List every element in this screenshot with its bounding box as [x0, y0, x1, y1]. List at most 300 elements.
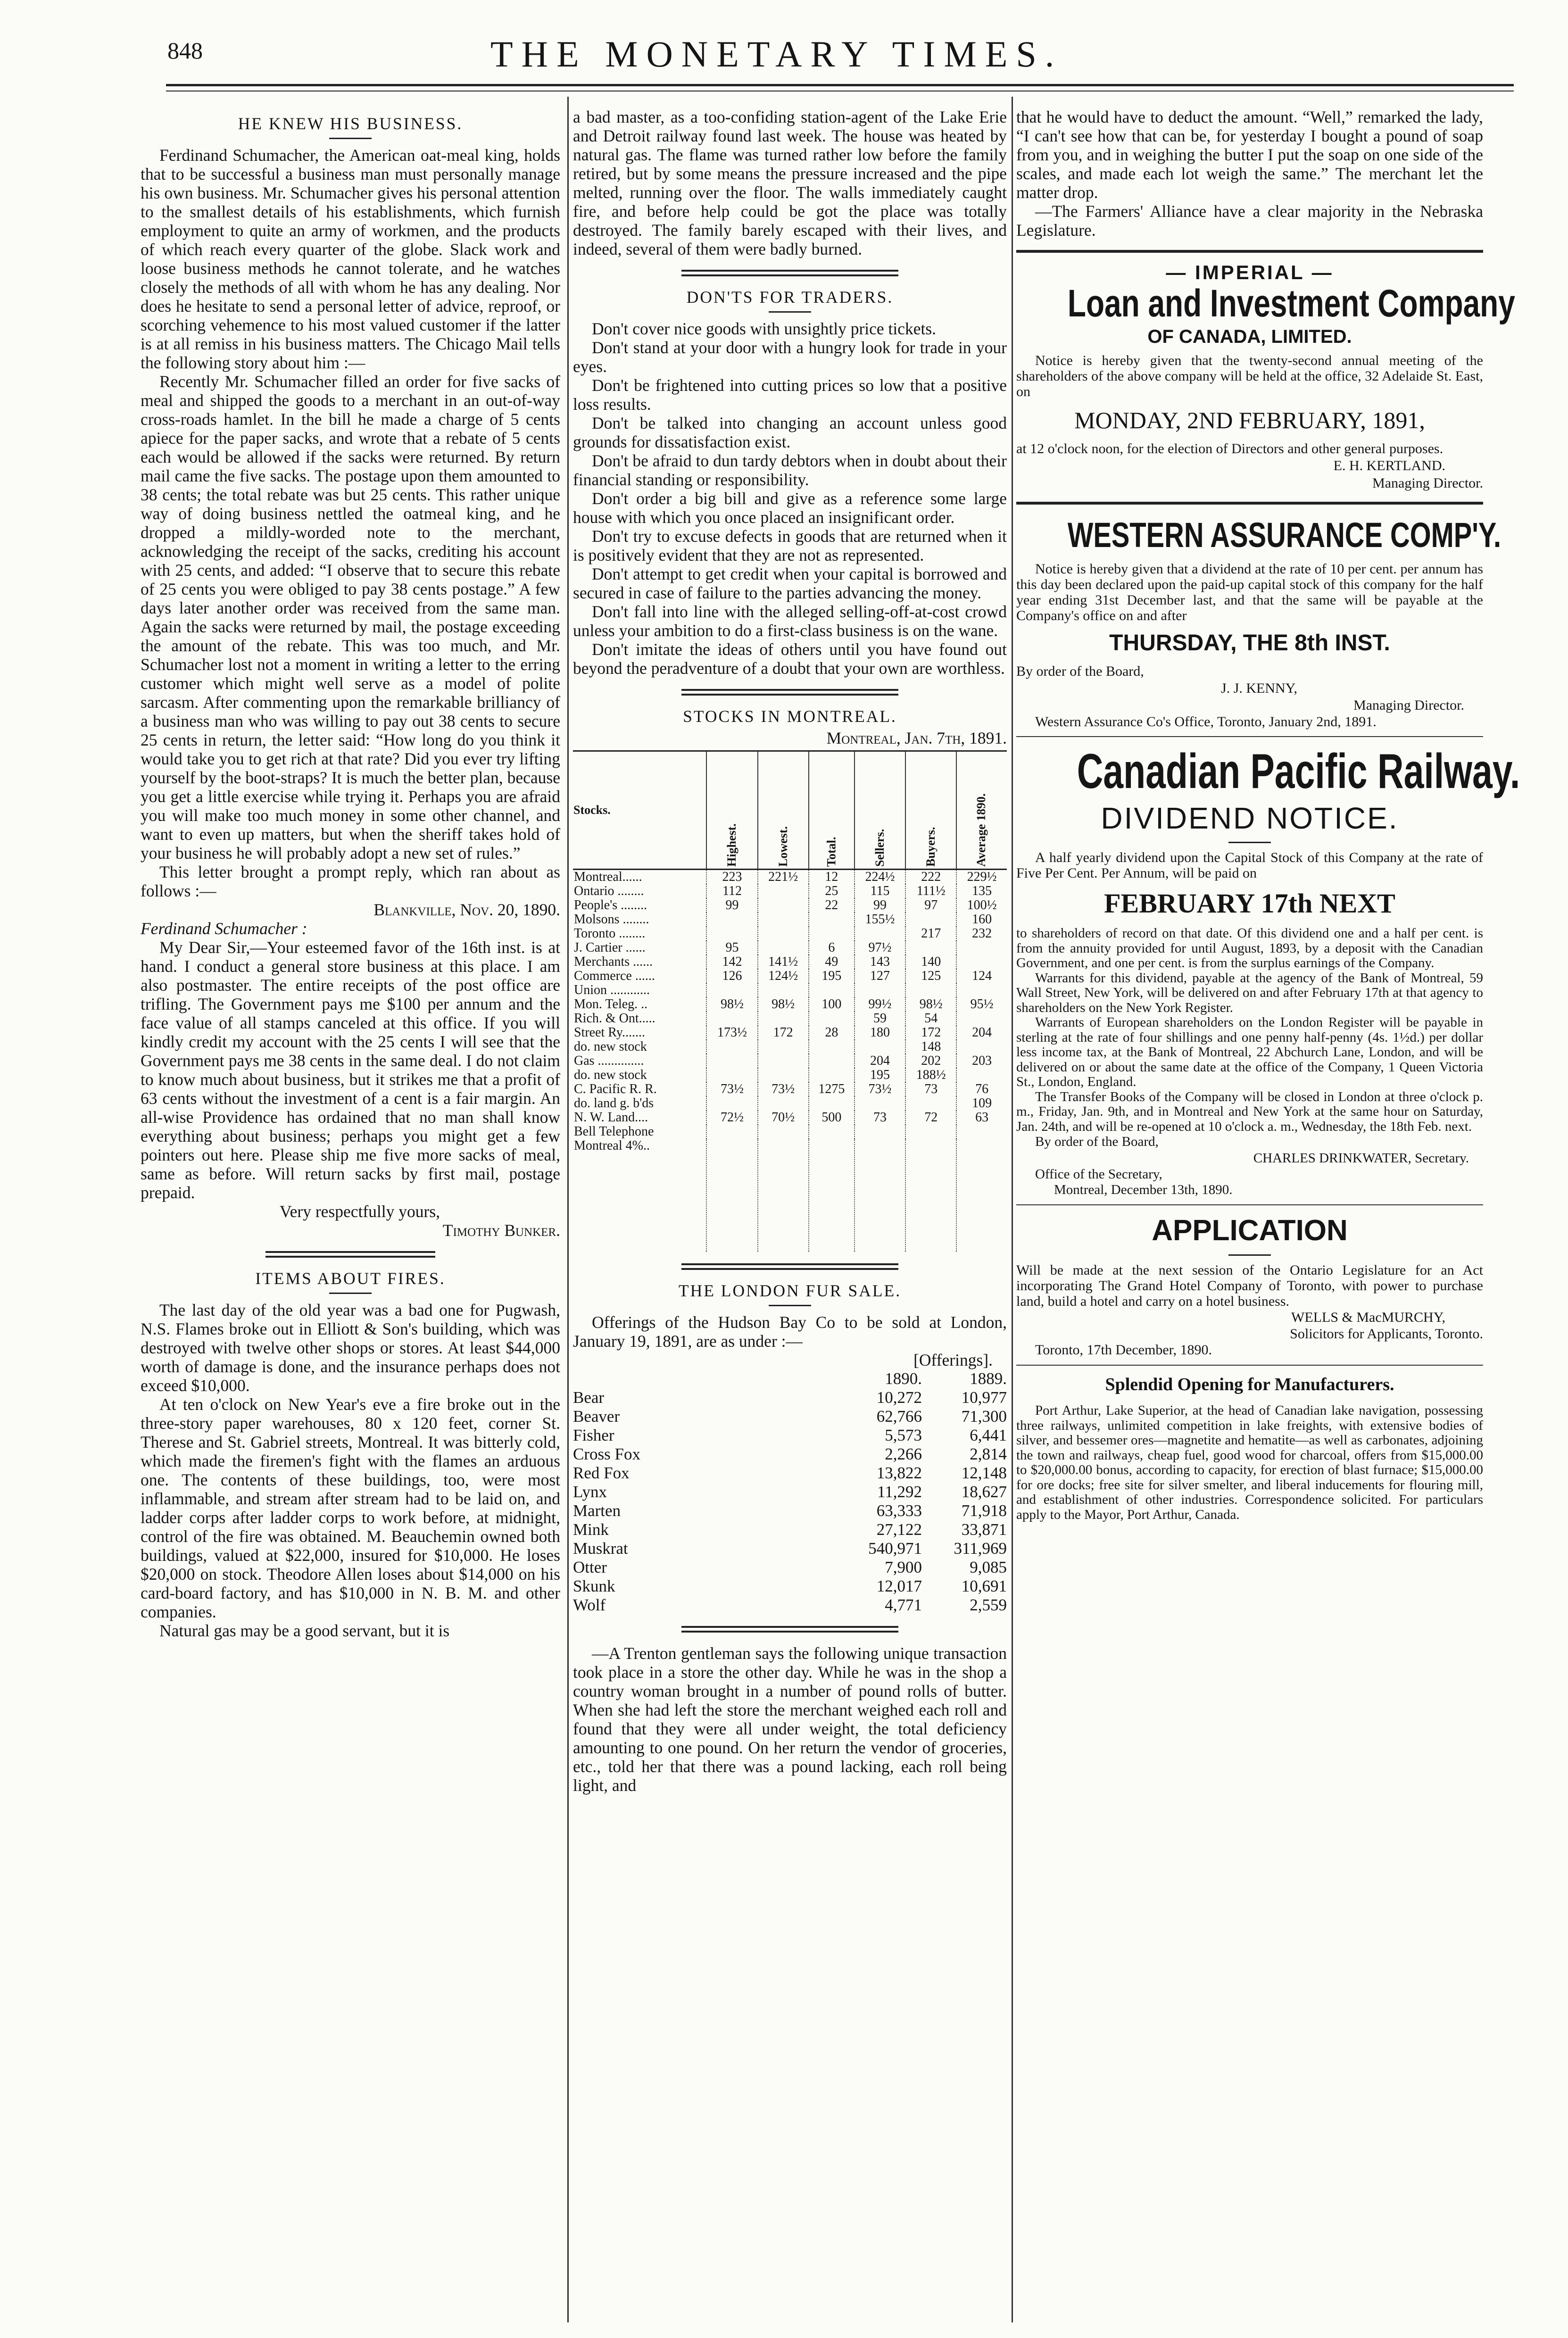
fur-count: 2,266 — [885, 1445, 922, 1463]
dont-item: Don't be afraid to dun tardy debtors when in doubt about their financial standing or responsibility. — [573, 451, 1007, 489]
fur-count: 11,292 — [877, 1483, 922, 1501]
fur-name: Lynx — [573, 1483, 607, 1501]
stock-name: do. new stock — [574, 1039, 647, 1054]
stock-value — [956, 1068, 1007, 1082]
imperial-name: Loan and Investment Company — [1067, 282, 1515, 325]
fur-name: Fisher — [573, 1426, 614, 1444]
title-rule — [329, 138, 372, 139]
cpr-body: A half yearly dividend upon the Capital Stock of this Company at the rate of Five Per Cent. Per Annum, will be paid on — [1016, 850, 1483, 881]
stocks-row — [573, 1125, 1007, 1139]
fur-count: 10,691 — [961, 1577, 1007, 1595]
fur-count: 2,559 — [970, 1596, 1007, 1614]
imperial-body: Notice is hereby given that the twenty-second annual meeting of the shareholders of the above company will be held at the office, 32 Adelaide St. East, on — [1016, 353, 1483, 399]
imperial-role: Managing Director. — [1372, 475, 1483, 491]
stock-value: 124 — [956, 969, 1007, 983]
year-label: 1890. — [885, 1369, 922, 1388]
fur-count: 311,969 — [954, 1539, 1007, 1558]
column-2 — [573, 108, 1007, 1795]
stock-name: C. Pacific R. R. — [574, 1082, 657, 1096]
cpr-ad — [1016, 744, 1520, 1198]
stock-value — [758, 1068, 809, 1082]
stock-value: 126 — [706, 969, 757, 983]
fur-count: 71,918 — [961, 1501, 1007, 1520]
stock-value: 217 — [905, 927, 956, 941]
stock-value: 6 — [809, 941, 855, 955]
fur-count: 13,822 — [876, 1464, 922, 1482]
cpr-order: By order of the Board, — [1035, 1134, 1159, 1149]
imperial-sub: OF CANADA, LIMITED. — [1147, 326, 1352, 347]
stock-value: 97 — [905, 898, 956, 912]
stock-value — [809, 1054, 855, 1068]
stock-name: Ontario ........ — [574, 884, 644, 898]
fur-table — [573, 1369, 1007, 1615]
stocks-row — [573, 969, 1007, 983]
stock-value — [809, 1040, 855, 1054]
fur-count: 71,300 — [961, 1407, 1007, 1426]
fur-column-header: [Offerings]. — [913, 1351, 993, 1369]
letter-signature: Timothy Bunker. — [442, 1221, 560, 1240]
ad-divider — [1016, 1365, 1483, 1366]
stock-value: 202 — [905, 1054, 956, 1068]
stock-value — [758, 1054, 809, 1068]
page-number: 848 — [167, 37, 203, 64]
fur-count: 4,771 — [885, 1596, 922, 1614]
stock-value: 95½ — [956, 997, 1007, 1011]
stock-value: 98½ — [706, 997, 757, 1011]
stock-value: 195 — [809, 969, 855, 983]
stocks-row — [573, 997, 1007, 1011]
stocks-row — [573, 1011, 1007, 1026]
application-body: Will be made at the next session of the Ontario Legislature for an Act incorporating The Grand Hotel Company of Toronto, with power to purchase land, build a hotel and carry on a hotel business. — [1016, 1262, 1483, 1309]
western-signer: J. J. KENNY, — [1221, 680, 1297, 696]
stock-value: 1275 — [809, 1082, 855, 1096]
stock-value: 124½ — [758, 969, 809, 983]
stock-value: 25 — [809, 884, 855, 898]
stock-value: 22 — [809, 898, 855, 912]
stocks-dateline: Montreal, Jan. 7th, 1891. — [826, 729, 1007, 747]
western-date: THURSDAY, THE 8th INST. — [1109, 630, 1390, 655]
dont-item: Don't order a big bill and give as a reference some large house with which you once placed an insignificant order. — [573, 489, 1007, 527]
stock-value: 188½ — [905, 1068, 956, 1082]
opening-title: Splendid Opening for Manufacturers. — [1105, 1375, 1394, 1394]
stocks-column-header: Total. — [809, 751, 855, 870]
title-rule — [1228, 842, 1271, 843]
fur-row — [573, 1388, 1007, 1407]
article-paragraph: The last day of the old year was a bad one for Pugwash, N.S. Flames broke out in Elliott & Son's building, which was destroyed with twelve other shops or stores. At least $44,000 worth of damage is done, and the insurance perhaps does not exceed $10,000. — [141, 1301, 560, 1395]
stock-value — [855, 1096, 905, 1111]
stock-value: 73 — [905, 1082, 956, 1096]
western-role: Managing Director. — [1353, 697, 1464, 713]
donts-list — [573, 319, 1007, 678]
column-divider-2 — [1012, 97, 1013, 2322]
stocks-header-row — [573, 751, 1007, 870]
stock-value — [956, 1125, 1007, 1139]
fur-count: 10,977 — [961, 1388, 1007, 1407]
fur-name: Bear — [573, 1388, 605, 1407]
stock-value: 173½ — [706, 1026, 757, 1040]
stock-value: 99 — [706, 898, 757, 912]
stock-value: 98½ — [758, 997, 809, 1011]
stock-value — [758, 884, 809, 898]
stock-value: 109 — [956, 1096, 1007, 1111]
stock-value — [905, 1139, 956, 1252]
stock-value — [956, 955, 1007, 969]
fur-count: 2,814 — [970, 1445, 1007, 1463]
stock-value: 70½ — [758, 1111, 809, 1125]
stock-value: 100½ — [956, 898, 1007, 912]
fur-row — [573, 1577, 1007, 1596]
stock-value: 72½ — [706, 1111, 757, 1125]
cpr-notice: DIVIDEND NOTICE. — [1101, 801, 1399, 835]
stock-value — [855, 1125, 905, 1139]
stock-value: 112 — [706, 884, 757, 898]
stock-value — [905, 983, 956, 997]
stock-value: 229½ — [956, 870, 1007, 885]
stock-value: 97½ — [855, 941, 905, 955]
masthead-rule-top — [166, 84, 1514, 86]
stocks-row — [573, 1040, 1007, 1054]
stock-value — [758, 1096, 809, 1111]
stock-value: 12 — [809, 870, 855, 885]
imperial-body2: at 12 o'clock noon, for the election of Directors and other general purposes. — [1016, 441, 1444, 456]
fur-count: 9,085 — [970, 1558, 1007, 1576]
application-ad — [1016, 1212, 1483, 1358]
article-title-schumacher: HE KNEW HIS BUSINESS. — [238, 114, 463, 133]
fur-count: 63,333 — [876, 1501, 922, 1520]
masthead: THE MONETARY TIMES. — [490, 33, 1063, 75]
fur-row — [573, 1520, 1007, 1539]
article-paragraph: a bad master, as a too-confiding station-agent of the Lake Erie and Detroit railway found last week. The house was heated by natural gas. The flame was turned rather low before the family retired, but by some means the pressure increased and the pipe melted, running over the floor. The walls immediately caught fire, and before help could be got the place was totally destroyed. The family barely escaped with their lives, and indeed, several of them were badly burned. — [573, 108, 1007, 258]
fur-row — [573, 1426, 1007, 1445]
fur-count: 27,122 — [876, 1520, 922, 1539]
fur-count: 6,441 — [970, 1426, 1007, 1444]
stock-name: Molsons ........ — [574, 912, 649, 927]
opening-body: Port Arthur, Lake Superior, at the head of Canadian lake navigation, possessing three railways, unlimited competition in lake freights, with extensive bodies of silver, and bessemer ores—magnetite and hematite—as well as carbonates, adjoining the town and railways, cheap fuel, good wood for charcoal, offers from $15,000.00 to $20,000.00 bonus, according to capacity, for erection of blast furnace; $15,000.00 for ore docks; free site for silver smelter, and liberal inducements for flouring mill, and establishment of other industries. Correspondence solicited. For particulars apply to the Mayor, Port Arthur, Canada. — [1016, 1403, 1483, 1522]
fur-count: 7,900 — [885, 1558, 922, 1576]
dont-item: Don't imitate the ideas of others until you have found out beyond the peradventure of a doubt that your own are worthless. — [573, 640, 1007, 678]
stock-value: 49 — [809, 955, 855, 969]
stock-value: 54 — [905, 1011, 956, 1026]
stock-name: Montreal...... — [574, 870, 642, 884]
stock-value — [809, 1139, 855, 1252]
stock-value — [809, 983, 855, 997]
application-signer: WELLS & MacMURCHY, — [1291, 1310, 1445, 1325]
stock-name: Commerce ...... — [574, 969, 655, 983]
western-ad — [1016, 515, 1502, 730]
imperial-ad — [1016, 261, 1515, 491]
fur-name: Mink — [573, 1520, 609, 1539]
article-paragraph: At ten o'clock on New Year's eve a fire broke out in the three-story paper warehouses, 80 x 120 feet, corner St. Therese and St. Gabriel streets, Montreal. It was bitterly cold, which made the firemen's fight with the flames an arduous one. The contents of these buildings, too, were most inflammable, and stream after stream had to be laid on, and ladder corps after ladder corps to work before, at midnight, control of the fire was obtained. M. Beauchemin owned both buildings, valued at $22,000, insured for $10,000. He loses $20,000 on stock. Theodore Allen loses about $14,000 on his card-board factory, and has $10,000 in N. B. M. and other companies. — [141, 1395, 560, 1621]
stock-value — [758, 941, 809, 955]
stocks-row — [573, 912, 1007, 927]
stock-value: 172 — [905, 1026, 956, 1040]
stock-name: Bell Telephone — [574, 1124, 654, 1139]
article-paragraph: This letter brought a prompt reply, which ran about as follows :— — [141, 862, 560, 900]
fur-year-row — [573, 1369, 1007, 1388]
dont-item: Don't try to excuse defects in goods that are returned when it is positively evident that they are not as represented. — [573, 527, 1007, 564]
stock-value: 223 — [706, 870, 757, 885]
stock-value — [809, 912, 855, 927]
stock-name: Merchants ...... — [574, 954, 653, 969]
fur-name: Marten — [573, 1501, 621, 1520]
stock-value — [706, 1096, 757, 1111]
stock-value: 172 — [758, 1026, 809, 1040]
stock-value: 232 — [956, 927, 1007, 941]
stock-value — [758, 1011, 809, 1026]
column-1 — [141, 108, 560, 1640]
section-divider — [681, 689, 898, 696]
stocks-column-header: Average 1890. — [956, 751, 1007, 870]
stock-value — [706, 1054, 757, 1068]
section-divider — [265, 1251, 435, 1258]
column-divider-1 — [567, 97, 569, 2322]
stock-value — [758, 912, 809, 927]
section-divider — [681, 270, 898, 276]
stock-value: 100 — [809, 997, 855, 1011]
stock-value — [809, 1068, 855, 1082]
stock-value: 140 — [905, 955, 956, 969]
stock-value: 99 — [855, 898, 905, 912]
opening-ad — [1016, 1372, 1483, 1522]
stock-value: 125 — [905, 969, 956, 983]
stock-value: 72 — [905, 1111, 956, 1125]
stock-value — [905, 941, 956, 955]
stock-value: 115 — [855, 884, 905, 898]
stock-value: 135 — [956, 884, 1007, 898]
article-paragraph: Recently Mr. Schumacher filled an order for five sacks of meal and shipped the goods to a merchant in an out-of-way cross-roads hamlet. In the bill he made a charge of 5 cents apiece for the paper sacks, and wrote that a rebate of 5 cents each would be allowed if the sacks were returned. By return mail came the five sacks. The postage upon them amounted to 38 cents; the total rebate was but 25 cents. This rather unique way of doing business nettled the oatmeal king, and he dropped a mildly-worded note to the merchant, acknowledging the receipt of the sacks, crediting his account with 25 cents, and added: “I observe that to secure this rebate of 25 cents you were obliged to pay 38 cents postage.” A few days later another order was received from the same man. Again the sacks were returned by mail, the postage exceeding the amount of the rebate. This was too much, and Mr. Schumacher lost not a moment in writing a letter to the erring customer which might well serve as a model of polite sarcasm. After commenting upon the remarkable brilliancy of a business man who was willing to pay out 38 cents to secure 25 cents in return, the letter said: “How long do you think it would take you to get rich at that rate? Did you ever try lifting yourself by the boot-straps? It is much the better plan, because you get a little exercise while trying it. Perhaps you are afraid you will make too much money in some other channel, and want to even up matters, but when the sheriff takes hold of your business he will probably adopt a new set of rules.” — [141, 372, 560, 862]
cpr-date: FEBRUARY 17th NEXT — [1104, 888, 1395, 919]
stock-name: do. land g. b'ds — [574, 1096, 654, 1111]
fur-count: 33,871 — [961, 1520, 1007, 1539]
stocks-column-header: Lowest. — [758, 751, 809, 870]
stock-value: 111½ — [905, 884, 956, 898]
article-title-fires: ITEMS ABOUT FIRES. — [255, 1269, 446, 1288]
stock-value — [706, 1125, 757, 1139]
cpr-name: Canadian Pacific Railway. — [1077, 744, 1520, 799]
stock-value — [706, 912, 757, 927]
stock-value — [956, 1139, 1007, 1252]
imperial-date: MONDAY, 2ND FEBRUARY, 1891, — [1074, 407, 1425, 433]
stock-value — [809, 1096, 855, 1111]
stock-value — [758, 927, 809, 941]
stocks-column-header: Buyers. — [905, 751, 956, 870]
imperial-signer: E. H. KERTLAND. — [1333, 458, 1445, 473]
ad-divider — [1016, 250, 1483, 253]
dont-item: Don't cover nice goods with unsightly price tickets. — [592, 319, 937, 338]
stock-value — [706, 983, 757, 997]
fur-row — [573, 1445, 1007, 1464]
stock-value: 180 — [855, 1026, 905, 1040]
western-order: By order of the Board, — [1016, 663, 1144, 679]
letter-dateline: Blankville, Nov. 20, 1890. — [373, 900, 560, 919]
title-rule — [329, 1293, 372, 1294]
fur-name: Cross Fox — [573, 1445, 640, 1463]
dont-item: Don't be talked into changing an account unless good grounds for dissatisfaction exist. — [573, 414, 1007, 451]
fur-name: Wolf — [573, 1596, 606, 1614]
cpr-body5: The Transfer Books of the Company will be closed in London at three o'clock p. m., Friday, Jan. 9th, and in Montreal and New York at the same hour on Saturday, Jan. 24th, and will be re-opened at 10 o'clock a. m., Wednesday, the 18th Feb. next. — [1016, 1089, 1483, 1134]
stock-value — [706, 1068, 757, 1082]
fur-count: 540,971 — [868, 1539, 922, 1558]
stock-value: 204 — [956, 1026, 1007, 1040]
stocks-column-header: Sellers. — [855, 751, 905, 870]
stock-value: 28 — [809, 1026, 855, 1040]
stock-value: 63 — [956, 1111, 1007, 1125]
section-divider — [681, 1263, 898, 1270]
cpr-body4: Warrants of European shareholders on the London Register will be payable in sterling at the rate of four shillings and one penny half-penny (4s. 1½d.) per dollar less income tax, at the Bank of Montreal, 22 Abchurch Lane, London, and will be delivered on or about the same date at the office of the Company, 1 Queen Victoria St., London, England. — [1016, 1015, 1483, 1089]
stock-name: Union ............ — [574, 983, 650, 997]
fur-row — [573, 1596, 1007, 1615]
letter-closing: Very respectfully yours, — [279, 1202, 440, 1221]
stock-value — [956, 941, 1007, 955]
fur-name: Beaver — [573, 1407, 620, 1426]
title-rule — [1228, 1254, 1271, 1256]
fur-name: Muskrat — [573, 1539, 628, 1558]
fur-count: 5,573 — [885, 1426, 922, 1444]
stock-value: 195 — [855, 1068, 905, 1082]
stock-value: 73 — [855, 1111, 905, 1125]
letter-body: My Dear Sir,—Your esteemed favor of the 16th inst. is at hand. I conduct a general store business at this place. I am also postmaster. The entire receipts of the post office are trifling. The Government pays me $100 per annum and the face value of all stamps canceled at this office. If you will kindly credit my account with the 25 cents I will see that the Government pays me 38 cents in the same deal. I do not claim to know much about business, but it strikes me that a profit of 63 cents without the investment of a cent is a fair margin. An all-wise Providence has ordained that no man shall know everything about business; perhaps you might get a few pointers out here. Please ship me five more sacks of meal, same as before. Will return sacks by first mail, postage prepaid. — [141, 938, 560, 1202]
stocks-row — [573, 870, 1007, 885]
fur-intro: Offerings of the Hudson Bay Co to be sold at London, January 19, 1891, are as under :— — [573, 1313, 1007, 1351]
stock-value — [809, 927, 855, 941]
title-rule — [769, 311, 811, 313]
imperial-kicker: — IMPERIAL — — [1166, 261, 1334, 283]
stocks-row — [573, 1096, 1007, 1111]
stock-value — [706, 927, 757, 941]
fur-name: Red Fox — [573, 1464, 630, 1482]
fur-row — [573, 1501, 1007, 1520]
stock-value: 143 — [855, 955, 905, 969]
stocks-row — [573, 955, 1007, 969]
stock-value: 76 — [956, 1082, 1007, 1096]
stock-value: 203 — [956, 1054, 1007, 1068]
stock-name: N. W. Land.... — [574, 1110, 648, 1125]
stock-value: 95 — [706, 941, 757, 955]
stocks-row — [573, 1139, 1007, 1252]
stock-name: Montreal 4%.. — [574, 1138, 650, 1153]
stock-value — [758, 898, 809, 912]
fur-count: 18,627 — [961, 1483, 1007, 1501]
ad-divider — [1016, 1204, 1483, 1205]
stock-value: 73½ — [855, 1082, 905, 1096]
stocks-row — [573, 1082, 1007, 1096]
stock-name: Gas .............. — [574, 1053, 644, 1068]
fur-row — [573, 1407, 1007, 1426]
article-paragraph: Ferdinand Schumacher, the American oat-meal king, holds that to be successful a business man must personally manage his own business. Mr. Schumacher gives his personal attention to the smallest details of his establishments, which furnish employment to quite an army of workmen, and the products of which reach every quarter of the globe. Slack work and loose business methods he cannot tolerate, and he watches closely the methods of all with whom he has any dealing. Nor does he hesitate to send a personal letter of advice, reproof, or scorching vehemence to his most valued customer if the latter is at all remiss in his business matters. The Chicago Mail tells the following story about him :— — [141, 146, 560, 372]
stock-value — [758, 1040, 809, 1054]
fur-row — [573, 1483, 1007, 1501]
stock-value — [956, 1011, 1007, 1026]
western-name: WESTERN ASSURANCE COMP'Y. — [1067, 515, 1502, 555]
stock-value — [758, 1139, 809, 1252]
cpr-body3: Warrants for this dividend, payable at the agency of the Bank of Montreal, 59 Wall Street, New York, will be delivered on and after February 17th at that agency to shareholders on the New York Register. — [1016, 970, 1483, 1015]
stocks-row — [573, 1054, 1007, 1068]
stock-name: People's ........ — [574, 898, 647, 912]
western-footer: Western Assurance Co's Office, Toronto, January 2nd, 1891. — [1035, 714, 1377, 730]
stock-value: 127 — [855, 969, 905, 983]
stocks-row — [573, 941, 1007, 955]
application-role: Solicitors for Applicants, Toronto. — [1290, 1326, 1483, 1342]
stock-name: do. new stock — [574, 1068, 647, 1082]
fur-count: 12,017 — [876, 1577, 922, 1595]
stock-value: 59 — [855, 1011, 905, 1026]
stock-value: 224½ — [855, 870, 905, 885]
stock-name: Toronto ........ — [574, 926, 646, 941]
title-rule — [769, 1305, 811, 1306]
western-body: Notice is hereby given that a dividend at the rate of 10 per cent. per annum has this day been declared upon the paid-up capital stock of this company for the half year ending 31st December last, and that the same will be payable at the Company's office on and after — [1016, 561, 1483, 623]
stocks-title: STOCKS IN MONTREAL. — [683, 707, 897, 726]
stock-value: 98½ — [905, 997, 956, 1011]
stocks-table — [573, 750, 1007, 1252]
column-3 — [1016, 108, 1520, 1522]
dont-item: Don't be frightened into cutting prices so low that a positive loss results. — [573, 376, 1007, 414]
stock-value — [855, 1139, 905, 1252]
stock-value — [706, 1011, 757, 1026]
fur-title: THE LONDON FUR SALE. — [678, 1281, 902, 1300]
stock-value — [809, 1125, 855, 1139]
fur-row — [573, 1464, 1007, 1483]
stock-value — [706, 1040, 757, 1054]
ad-divider — [1016, 736, 1483, 737]
article-title-donts: DON'TS FOR TRADERS. — [686, 288, 894, 307]
stock-value — [855, 1040, 905, 1054]
article-paragraph: that he would have to deduct the amount. “Well,” remarked the lady, “I can't see how that can be, for yesterday I bought a pound of soap from you, and in weighing the butter I put the soap on one side of the scales, and made each lot weigh the same.” The merchant let the matter drop. — [1016, 108, 1483, 202]
dont-item: Don't stand at your door with a hungry look for trade in your eyes. — [573, 338, 1007, 376]
stock-value — [706, 1139, 757, 1252]
stock-value — [956, 983, 1007, 997]
stock-value: 222 — [905, 870, 956, 885]
article-paragraph: —A Trenton gentleman says the following unique transaction took place in a store the other day. While he was in the shop a country woman brought in a number of pound rolls of butter. When she had left the store the merchant weighed each roll and found that they were all under weight, the total deficiency amounting to one pound. On her return the vendor of groceries, etc., told her that there was a pound lacking, each roll being light, and — [573, 1644, 1007, 1795]
stock-value — [809, 1011, 855, 1026]
section-divider — [681, 1626, 898, 1633]
stocks-row — [573, 1111, 1007, 1125]
stocks-row — [573, 983, 1007, 997]
stock-name: Rich. & Ont..... — [574, 1011, 655, 1026]
fur-row — [573, 1558, 1007, 1577]
stock-value: 160 — [956, 912, 1007, 927]
cpr-body2: to shareholders of record on that date. Of this dividend one and a half per cent. is from the annuity provided for until August, 1893, by a deposit with the Canadian Government, and one per cent. is from the surplus earnings of the Company. — [1016, 926, 1483, 970]
stock-value: 99½ — [855, 997, 905, 1011]
stock-value — [855, 983, 905, 997]
fur-count: 12,148 — [961, 1464, 1007, 1482]
stock-value — [905, 1096, 956, 1111]
fur-name: Otter — [573, 1558, 607, 1576]
application-title: APPLICATION — [1152, 1214, 1348, 1247]
cpr-signer: CHARLES DRINKWATER, Secretary. — [1253, 1151, 1469, 1166]
stock-value: 142 — [706, 955, 757, 969]
article-paragraph: Natural gas may be a good servant, but it is — [159, 1621, 450, 1640]
dont-item: Don't fall into line with the alleged selling-off-at-cost crowd unless your ambition to do a first-class business is on the wane. — [573, 602, 1007, 640]
cpr-footer: Montreal, December 13th, 1890. — [1054, 1182, 1233, 1197]
ad-divider — [1016, 502, 1483, 505]
stock-name: Mon. Teleg. .. — [574, 997, 648, 1011]
fur-row — [573, 1539, 1007, 1558]
stock-value: 155½ — [855, 912, 905, 927]
stock-value: 73½ — [758, 1082, 809, 1096]
stock-value — [905, 912, 956, 927]
stock-value: 204 — [855, 1054, 905, 1068]
stocks-row — [573, 898, 1007, 912]
fur-count: 10,272 — [876, 1388, 922, 1407]
stock-value — [855, 927, 905, 941]
stocks-row — [573, 927, 1007, 941]
stock-value: 141½ — [758, 955, 809, 969]
stocks-column-header: Highest. — [706, 751, 757, 870]
stock-value — [758, 1125, 809, 1139]
stock-value — [956, 1040, 1007, 1054]
year-label: 1889. — [970, 1369, 1007, 1388]
stocks-row — [573, 1068, 1007, 1082]
